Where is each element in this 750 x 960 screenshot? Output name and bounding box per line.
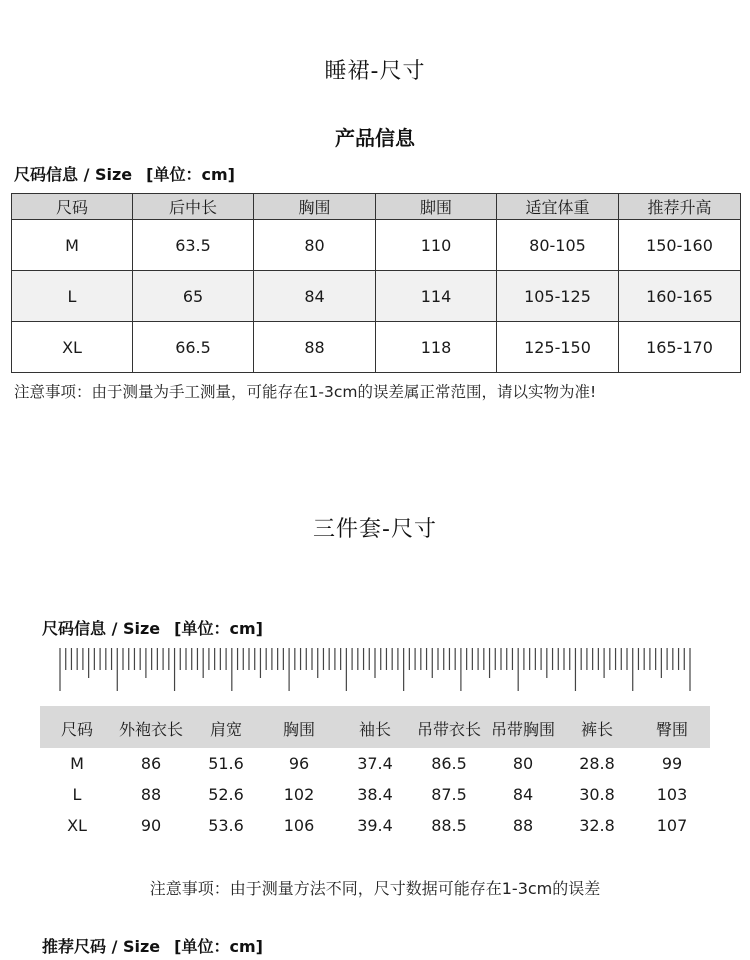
- table-cell: 125-150: [497, 322, 619, 373]
- table-cell: M: [12, 220, 133, 271]
- header-cell: 脚围: [376, 194, 497, 220]
- header-cell: 吊带衣长: [416, 720, 482, 739]
- ruler-svg: [59, 648, 691, 692]
- header-cell: 后中长: [133, 194, 254, 220]
- table-cell: 88: [512, 816, 534, 835]
- table-cell: 66.5: [133, 322, 254, 373]
- header-cell: 肩宽: [209, 720, 243, 739]
- table-header-row: [12, 194, 741, 220]
- header-cell: 吊带胸围: [490, 720, 556, 739]
- header-cell: 胸围: [282, 720, 316, 739]
- table-cell: 38.4: [357, 785, 393, 804]
- table-cell: 99: [661, 754, 683, 773]
- product-info-heading: 产品信息: [335, 126, 415, 150]
- table-cell: 52.6: [208, 785, 244, 804]
- table-cell: 86: [140, 754, 162, 773]
- recommended-size-label: [42, 934, 263, 957]
- table-cell: M: [70, 754, 84, 773]
- table-cell: 84: [254, 271, 376, 322]
- header-cell: 推荐升高: [619, 194, 741, 220]
- unit-label: [单位：cm]: [146, 165, 235, 184]
- table-cell: 84: [512, 785, 534, 804]
- table-cell: 28.8: [579, 754, 615, 773]
- measurement-note: 注意事项：由于测量方法不同，尺寸数据可能存在1-3cm的误差: [149, 879, 601, 898]
- table-cell: 107: [656, 816, 688, 835]
- table-cell: XL: [12, 322, 133, 373]
- header-cell: 尺码: [60, 720, 94, 739]
- table-cell: L: [12, 271, 133, 322]
- size-info-label: [42, 616, 263, 639]
- table-cell: 37.4: [357, 754, 393, 773]
- header-cell: 臀围: [655, 720, 689, 739]
- table-cell: 110: [376, 220, 497, 271]
- table-cell: 30.8: [579, 785, 615, 804]
- size-info-label: [14, 162, 235, 185]
- table-cell: 51.6: [208, 754, 244, 773]
- table-cell: 96: [288, 754, 310, 773]
- table-cell: L: [72, 785, 82, 804]
- table-cell: 88: [140, 785, 162, 804]
- header-cell: 裤长: [580, 720, 614, 739]
- table-cell: 65: [133, 271, 254, 322]
- table-cell: 150-160: [619, 220, 741, 271]
- table-cell: 80-105: [497, 220, 619, 271]
- three-piece-size-title: 三件套-尺寸: [313, 517, 437, 542]
- table-row: [12, 271, 741, 322]
- table-cell: 106: [283, 816, 315, 835]
- table-cell: 160-165: [619, 271, 741, 322]
- table-cell: 80: [254, 220, 376, 271]
- recommended-size-text: 推荐尺码 / Size: [42, 937, 161, 956]
- table-row: [12, 322, 741, 373]
- table-cell: 114: [376, 271, 497, 322]
- table-cell: 86.5: [431, 754, 467, 773]
- header-cell: 尺码: [12, 194, 133, 220]
- nightdress-size-table: [11, 193, 741, 373]
- unit-label: [单位：cm]: [174, 937, 263, 956]
- header-cell: 适宜体重: [497, 194, 619, 220]
- header-cell: 袖长: [358, 720, 392, 739]
- nightdress-size-title: 睡裙-尺寸: [324, 59, 426, 84]
- measurement-note: 注意事项：由于测量为手工测量，可能存在1-3cm的误差属正常范围，请以实物为准!: [14, 383, 597, 401]
- table-cell: 90: [140, 816, 162, 835]
- header-cell: 胸围: [254, 194, 376, 220]
- ruler-graphic: [59, 648, 691, 692]
- table-cell: 88.5: [431, 816, 467, 835]
- table-cell: XL: [67, 816, 87, 835]
- size-info-text: 尺码信息 / Size: [42, 619, 161, 638]
- table-row: [12, 220, 741, 271]
- table-cell: 102: [283, 785, 315, 804]
- header-cell: 外袍衣长: [118, 720, 184, 739]
- table-cell: 88: [254, 322, 376, 373]
- size-info-text: 尺码信息 / Size: [14, 165, 133, 184]
- table-cell: 80: [512, 754, 534, 773]
- table-cell: 103: [656, 785, 688, 804]
- table-cell: 87.5: [431, 785, 467, 804]
- table-cell: 63.5: [133, 220, 254, 271]
- table-cell: 53.6: [208, 816, 244, 835]
- table-cell: 118: [376, 322, 497, 373]
- unit-label: [单位：cm]: [174, 619, 263, 638]
- table-cell: 105-125: [497, 271, 619, 322]
- table-cell: 165-170: [619, 322, 741, 373]
- table-cell: 39.4: [357, 816, 393, 835]
- table-cell: 32.8: [579, 816, 615, 835]
